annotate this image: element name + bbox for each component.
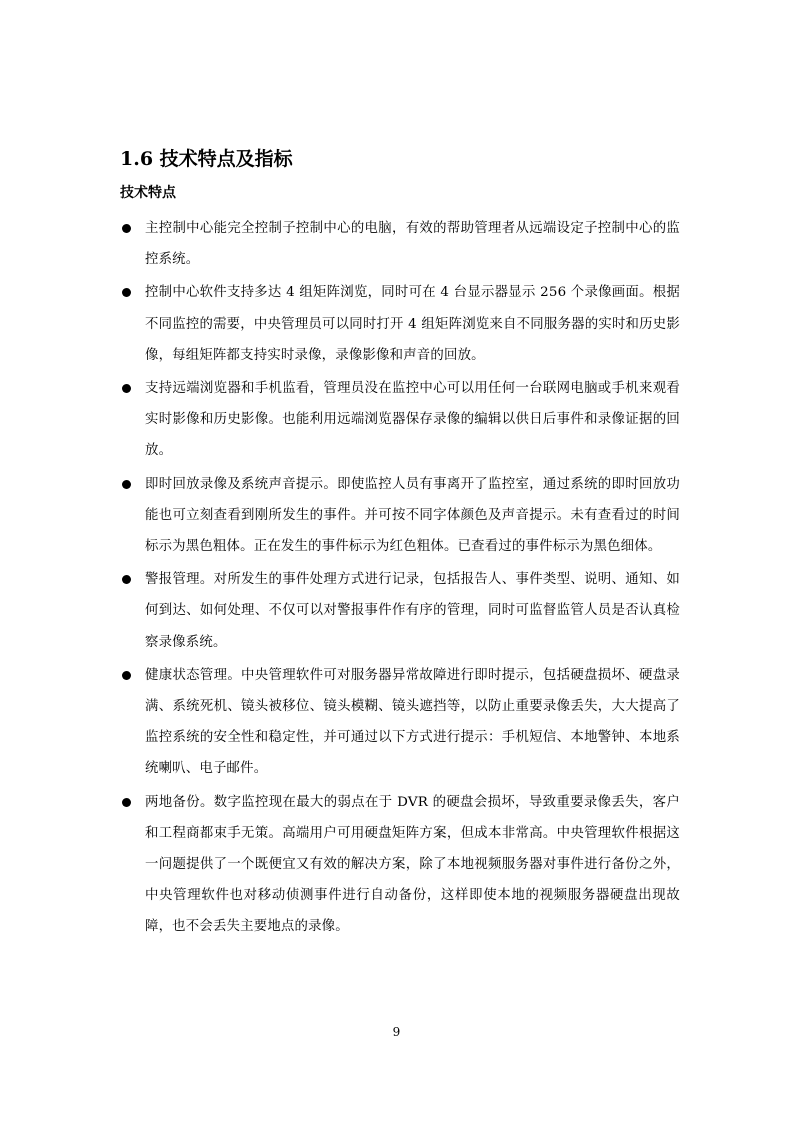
- list-item: [120, 373, 680, 467]
- list-item: [120, 787, 680, 943]
- bullet-dot-icon: [122, 384, 131, 393]
- bullet-dot-icon: [122, 480, 131, 489]
- page-number: 9: [392, 1025, 401, 1039]
- subheading: 技术特点: [120, 185, 176, 201]
- list-item: [120, 277, 680, 371]
- list-item-text: 健康状态管理。中央管理软件可对服务器异常故障进行即时提示，包括硬盘损坏、硬盘录满、系统死机、镜头被移位、镜头模糊、镜头遮挡等，以防止重要录像丢失，大大提高了监控系统的安全性和稳定性，并可通过以下方式进行提示：手机短信、本地警钟、本地系统喇叭、电子邮件。: [145, 667, 680, 777]
- bullet-dot-icon: [122, 224, 131, 233]
- feature-list: [120, 213, 680, 945]
- list-item-text: 控制中心软件支持多达 4 组矩阵浏览，同时可在 4 台显示器显示 256 个录像画面。根据不同监控的需要，中央管理员可以同时打开 4 组矩阵浏览来自不同服务器的实时和历史影像，每组矩阵都支持实时录像，录像影像和声音的回放。: [145, 285, 680, 363]
- list-item: [120, 564, 680, 658]
- section-title: 1.6 技术特点及指标: [120, 148, 293, 170]
- list-item-text: 警报管理。对所发生的事件处理方式进行记录，包括报告人、事件类型、说明、通知、如何到达、如何处理、不仅可以对警报事件作有序的管理，同时可监督监管人员是否认真检察录像系统。: [145, 572, 680, 650]
- list-item: [120, 660, 680, 785]
- list-item-text: 即时回放录像及系统声音提示。即使监控人员有事离开了监控室，通过系统的即时回放功能也可立刻查看到刚所发生的事件。并可按不同字体颜色及声音提示。未有查看过的时间标示为黑色粗体。正在发生的事件标示为红色粗体。已查看过的事件标示为黑色细体。: [145, 476, 680, 555]
- list-item: [120, 469, 680, 563]
- list-item-text: 支持远端浏览器和手机监看，管理员没在监控中心可以用任何一台联网电脑或手机来观看实时影像和历史影像。也能利用远端浏览器保存录像的编辑以供日后事件和录像证据的回放。: [145, 381, 680, 459]
- bullet-dot-icon: [122, 575, 131, 584]
- list-item: [120, 213, 680, 275]
- bullet-dot-icon: [122, 671, 131, 680]
- bullet-dot-icon: [122, 288, 131, 297]
- list-item-text: 主控制中心能完全控制子控制中心的电脑，有效的帮助管理者从远端设定子控制中心的监控系统。: [145, 221, 680, 268]
- list-item-text: 两地备份。数字监控现在最大的弱点在于 DVR 的硬盘会损坏，导致重要录像丢失，客户和工程商都束手无策。高端用户可用硬盘矩阵方案，但成本非常高。中央管理软件根据这一问题提供了一个既便宜又有效的解决方案，除了本地视频服务器对事件进行备份之外，中央管理软件也对移动侦测事件进行自动备份，这样即使本地的视频服务器硬盘出现故障，也不会丢失主要地点的录像。: [145, 794, 680, 935]
- bullet-dot-icon: [122, 798, 131, 807]
